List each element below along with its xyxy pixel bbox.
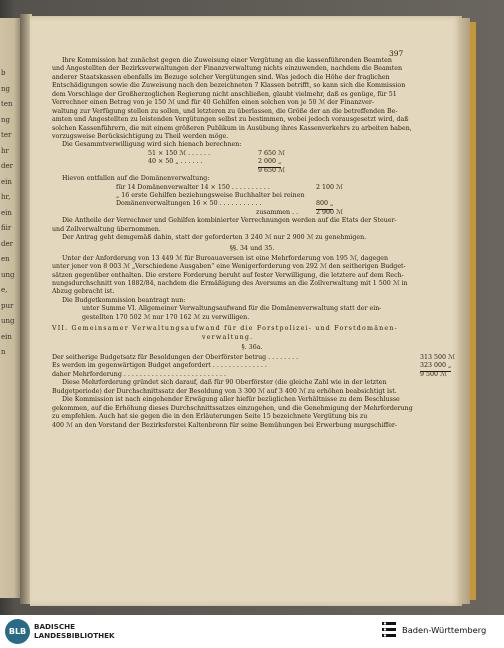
state-name: Baden-Württemberg xyxy=(402,625,487,635)
calc-value: 323 000 „ xyxy=(420,362,451,371)
blb-logo-icon: BLB xyxy=(5,619,30,644)
calc-row xyxy=(52,184,452,192)
footer-bar xyxy=(0,615,504,648)
text-line: gestellten 170 502 ℳ nur 170 162 ℳ zu verwilligen. xyxy=(82,313,250,321)
text-line: dem Vorschlage der Großherzoglichen Regierung nicht anschließen, glaubt vielmehr, daß es genüge, für 51 xyxy=(52,90,397,98)
page-fore-edge xyxy=(460,18,470,604)
left-margin-fragment: der xyxy=(1,239,13,248)
text-line: Verrechner einen Betrag von je 150 ℳ und für 40 Gehilfen einen solchen von je 50 ℳ der Finanzver- xyxy=(52,99,375,107)
paragraph-commission-intro xyxy=(52,57,452,150)
left-margin-fragment: hr xyxy=(1,146,9,155)
calc-row xyxy=(52,192,452,200)
calc-row xyxy=(52,209,452,217)
calc-value: 9 650 ℳ xyxy=(258,166,285,174)
left-margin-fragment: ein xyxy=(1,332,12,341)
text-line: Abzug gebracht ist. xyxy=(52,288,115,296)
left-margin-fragment: hr, xyxy=(1,193,11,201)
left-margin-fragment: ng xyxy=(1,84,10,93)
library-name-line1: BADISCHE xyxy=(34,622,76,631)
left-margin-fragment: ein xyxy=(1,177,12,186)
left-margin-fragment: pur xyxy=(1,301,14,310)
calculation-domain-admin xyxy=(52,184,452,218)
text-line: 400 ℳ an den Vorstand der Bezirksforstei Kaltenbronn für seine Bemühungen bei Erwerbung murgschiffer- xyxy=(52,421,398,429)
calc-label: Domänenverwaltungen 16 × 50 . . . . . . . . . . . xyxy=(116,200,262,208)
section-heading-36a: §. 36a. xyxy=(241,344,263,351)
paragraph-shares xyxy=(52,217,452,242)
left-margin-fragment: n xyxy=(1,348,6,356)
calc-label: für 14 Domänenverwalter 14 × 150 . . . . . . . . . . xyxy=(116,183,270,191)
calc-value: 2 900 ℳ xyxy=(316,208,343,216)
text-line: waltung zur Verfügung stellen zu sollen, und letzteren zu überlassen, die Größe der an die betreffenden Be- xyxy=(52,107,398,115)
text-line: Die Antheile der Verrechner und Gehilfen kombinierter Verrechnungen werden auf die Etats der Steuer- xyxy=(62,217,397,225)
domain-admin-intro: Hievon entfallen auf die Domänenverwaltung: xyxy=(62,175,210,183)
paragraph-office-costs xyxy=(52,255,452,323)
text-line: Unter der Anforderung von 13 449 ℳ für Bureauaversen ist eine Mehrforderung von 195 ℳ, dagegen xyxy=(62,254,389,262)
text-line: VII. Gemeinsamer Verwaltungsaufwand für die Forstpolizei- und Forstdomänen- xyxy=(52,325,398,333)
text-line: gekommen, auf die Erhöhung dieses Durchschnittssatzes einzugehen, und die Genehmigung der Mehrforderung xyxy=(52,404,413,412)
left-margin-fragment: ng xyxy=(1,115,10,124)
section-heading-34-35: §§. 34 und 35. xyxy=(229,244,275,252)
text-line: unter jener von 8 003 ℳ „Verschiedene Ausgaben“ eine Wenigerforderung von 292 ℳ den seitherigen Budget- xyxy=(52,263,406,271)
text-line: nungsdurchschnitt von 1882/84, nachdem die Ermäßigung des Aversums an die Zollverwaltung mit 1 500 ℳ in xyxy=(52,279,408,287)
text-line: unter Summe VI. Allgemeiner Verwaltungsaufwand für die Domänenverwaltung statt der ein- xyxy=(82,305,382,313)
text-line: Diese Mehrforderung gründet sich darauf, daß für 90 Oberförster (die gleiche Zahl wie in der letzten xyxy=(62,379,387,387)
text-line: verwaltung. xyxy=(202,333,254,341)
page-text xyxy=(52,44,455,430)
text-line: zu empfehlen. Auch hat sie gegen die in den Erläuterungen Seite 15 bezeichnete Vergütung bis zu xyxy=(52,413,368,421)
library-name-line2: LANDESBIBLIOTHEK xyxy=(34,631,115,640)
left-margin-fragment: fiir xyxy=(1,224,12,232)
text-line: anderer Staatskassen ebenfalls im Bezuge solcher Vergütungen sind. Was jedoch die Höhe der fraglichen xyxy=(52,73,390,81)
library-name xyxy=(34,622,115,640)
text-line: Die Gesammtverwilligung wird sich hienach berechnen: xyxy=(62,141,242,149)
calc-label: 51 × 150 ℳ . . . . . . xyxy=(148,149,211,157)
left-margin-fragment: ung xyxy=(1,317,15,325)
left-margin-fragment: der xyxy=(1,162,13,170)
text-line: Ihre Kommission hat zunächst gegen die Zuweisung einer Vergütung an die kassenführenden Beamten xyxy=(62,57,392,64)
calculation-total-grant xyxy=(52,150,452,175)
calc-row xyxy=(52,158,452,166)
left-margin-fragment: ter xyxy=(1,131,12,139)
calc-value: 7 650 ℳ xyxy=(258,149,285,157)
left-margin-fragment: b xyxy=(1,69,6,77)
left-margin-fragment: ten xyxy=(1,100,13,108)
left-margin-fragment: ung xyxy=(1,270,15,279)
calc-label: zusammen . . xyxy=(256,208,299,216)
calc-value: 313 500 ℳ xyxy=(420,354,455,361)
page-number: 397 xyxy=(389,49,404,58)
text-line: und Zollverwaltung übernommen. xyxy=(52,225,161,233)
calc-row xyxy=(52,362,452,370)
calc-row xyxy=(52,167,452,175)
text-line: Entschädigungen sowie die Zuweisung nach den bezeichneten 7 Klassen betrifft, so kann sich die Kommission xyxy=(52,82,406,90)
section-title-vii xyxy=(52,325,452,342)
text-line: sätzen gegenüber enthalten. Die erstere Forderung beruht auf fester Verwilligung, die letztere auf dem Rech- xyxy=(52,271,404,279)
calc-label: Der seitherige Budgetsatz für Besoldungen der Oberförster betrug . . . . . . . . xyxy=(52,354,299,361)
left-margin-fragment: en xyxy=(1,255,10,263)
calc-value: 2 000 „ xyxy=(258,158,281,167)
text-line: amten und Angestellten zu leistenden Vergütungen selbst zu bestimmen, wobei jedoch vorausgesetzt wird, daß xyxy=(52,116,409,124)
text-line: Der Antrag geht demgemäß dahin, statt der geforderten 3 240 ℳ nur 2 900 ℳ zu genehmigen. xyxy=(62,234,367,242)
calc-row xyxy=(52,200,452,208)
left-page-edge xyxy=(0,18,20,598)
calc-row xyxy=(52,371,452,379)
text-line: vorzugsweise Berücksichtigung zu Theil werden möge. xyxy=(52,132,229,140)
calc-label: Es werden im gegenwärtigen Budget angefordert . . . . . . . . . . . . . . xyxy=(52,362,267,370)
text-line: Die Budgetkommission beantragt nun: xyxy=(62,296,186,304)
book-cover-edge xyxy=(470,22,476,600)
calc-value: 800 „ xyxy=(316,200,333,209)
calc-value: 9 500 ℳ xyxy=(420,370,447,378)
text-line: solchen Kassenführern, die mit einem größeren Publikum in Ausübung ihres Kassenverkehrs zu arbeiten haben, xyxy=(52,124,412,132)
calculation-forester-salaries xyxy=(52,354,455,379)
left-margin-fragment: ein xyxy=(1,208,12,217)
calc-value: 2 100 ℳ xyxy=(316,183,343,191)
left-margin-fragment: e, xyxy=(1,286,8,294)
paragraph-forester-increase xyxy=(52,379,452,430)
text-line: Budgetperiode) der Durchschnittssatz der Besoldung von 3 300 ℳ auf 3 400 ℳ zu erhöhen beabsichtigt ist. xyxy=(52,387,397,395)
text-line: Die Kommission ist nach eingehender Erwägung aller hiefür bezüglichen Verhältnisse zu dem Beschlusse xyxy=(62,396,400,404)
baden-wuerttemberg-lions-icon xyxy=(381,621,397,639)
calc-label: 40 × 50 „ . . . . . . xyxy=(148,158,203,166)
text-line: und Angestellten der Bezirksverwaltungen der Finanzverwaltung nichts einzuwenden, nachdem die Beamten xyxy=(52,65,403,73)
calc-row xyxy=(52,354,455,362)
calc-label: „ 16 erste Gehilfen beziehungsweise Buchhalter bei reinen xyxy=(116,192,305,199)
calc-row xyxy=(52,150,452,158)
calc-label: daher Mehrforderung . . . . . . . . . . . . . . . . . . . . . . . . . . xyxy=(52,370,226,378)
